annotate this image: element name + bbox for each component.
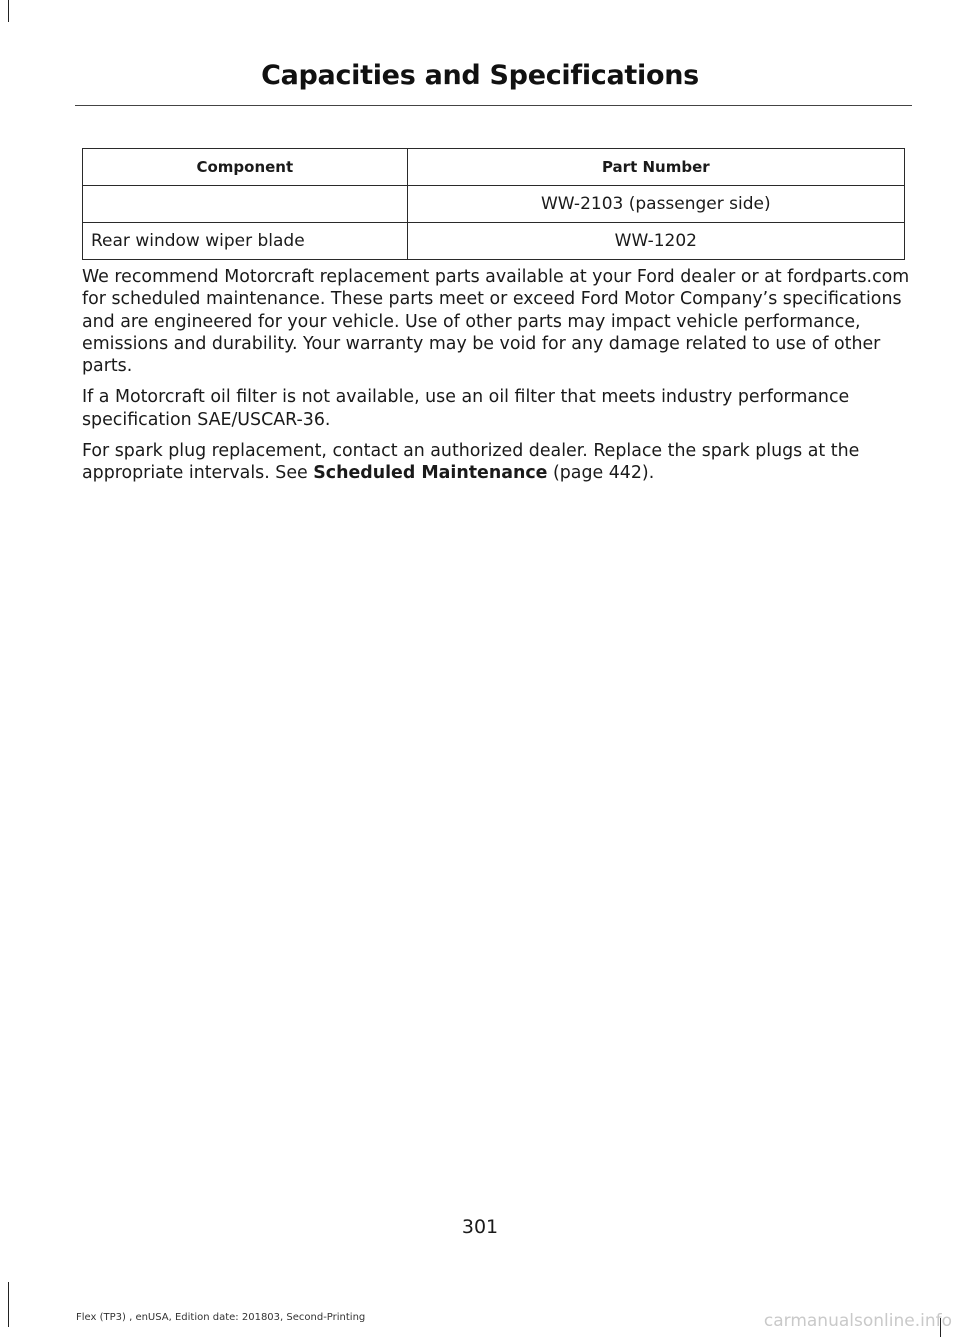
header-component: Component [83, 149, 408, 186]
crop-mark-top-left [8, 0, 9, 22]
spark-plug-text: For spark plug replacement, contact an authorized dealer. Replace the spark plugs at the appropriate intervals. See [82, 441, 860, 484]
table-row [83, 223, 905, 260]
body-text [82, 266, 910, 494]
page-reference: (page 442). [547, 463, 655, 484]
header-part-number: Part Number [407, 149, 904, 186]
edition-footer: Flex (TP3) , enUSA, Edition date: 201803, Second-Printing [76, 1312, 366, 1323]
table-row [83, 186, 905, 223]
paragraph-oil-filter: If a Motorcraft oil filter is not available, use an oil filter that meets industry performance specification SAE/USCAR-36. [82, 387, 850, 430]
paragraph-motorcraft-parts: We recommend Motorcraft replacement parts available at your Ford dealer or at fordparts.com for scheduled maintenance. These parts meet or exceed Ford Motor Company’s specifications and are engineered for your vehicle. Use of other parts may impact vehicle performance, emissions and durability. Your warranty may be void for any damage related to use of other parts. [82, 267, 910, 377]
watermark: carmanualsonline.info [763, 1311, 952, 1331]
crop-mark-bottom-left [8, 1282, 9, 1327]
cell-part-number: WW-1202 [407, 223, 904, 260]
scheduled-maintenance-link[interactable]: Scheduled Maintenance [313, 463, 548, 484]
page-title: Capacities and Specifications [261, 60, 699, 91]
parts-table [82, 148, 905, 260]
title-divider [75, 105, 912, 106]
cell-component [83, 186, 408, 223]
cell-component: Rear window wiper blade [83, 223, 408, 260]
cell-part-number: WW-2103 (passenger side) [407, 186, 904, 223]
table-header-row [83, 149, 905, 186]
paragraph-spark-plug [82, 440, 910, 485]
page-number: 301 [461, 1216, 499, 1238]
